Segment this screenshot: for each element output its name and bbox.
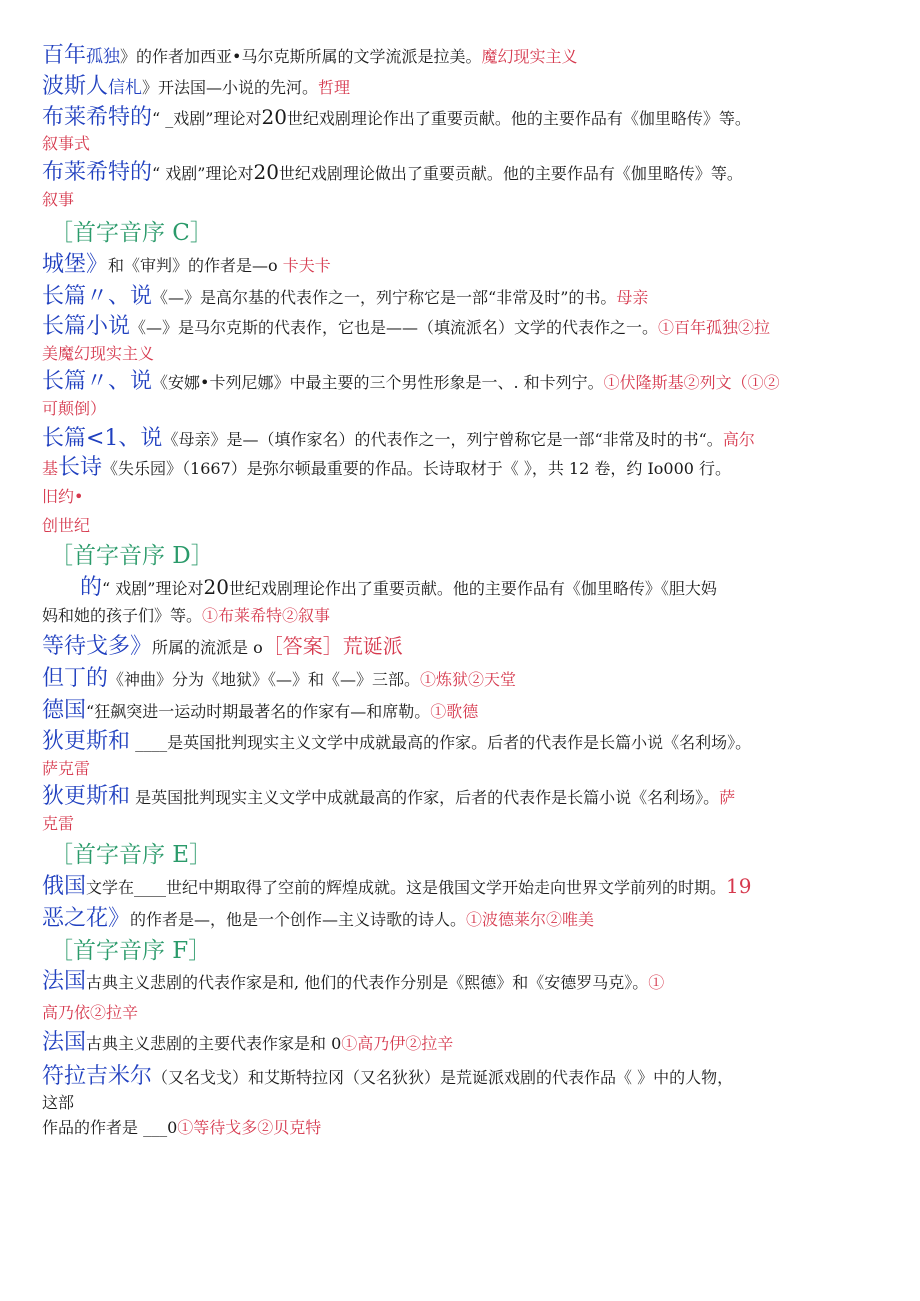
- entry-line: [42, 254, 331, 276]
- answer-text: 萨克雷: [42, 759, 91, 778]
- question-text: 《—》是高尔基的代表作之一，列宁称它是一部“非常及时”的书。: [152, 288, 617, 307]
- answer-text-cont: 高乃依②拉辛: [42, 1003, 139, 1022]
- answer-text: ①布莱希特②叙事: [202, 606, 331, 625]
- entry-line: [42, 45, 577, 67]
- entry-line: [42, 316, 770, 338]
- question-text: 的作者是—，他是一个创作—主义诗歌的诗人。: [130, 910, 467, 929]
- entry-line: [42, 668, 516, 690]
- section-header-d: ［首字音序 D］: [50, 543, 214, 569]
- question-text-cont: 世纪戏剧理论做出了重要贡献。他的主要作品有《伽里略传》等。: [278, 164, 743, 183]
- entry-headword: 长诗: [58, 455, 103, 480]
- answer-line: [42, 192, 74, 208]
- question-text: “ 戏剧”理论对: [102, 579, 204, 598]
- answer-text: ①: [648, 973, 665, 992]
- answer-text: 基: [42, 459, 59, 478]
- entry-headword: 长篇〃、说: [42, 369, 153, 394]
- question-text: “ 戏剧”理论对: [152, 164, 254, 183]
- entry-headword: 狄更斯和: [42, 784, 131, 809]
- answer-text: 叙事: [42, 190, 75, 209]
- entry-line: [42, 428, 755, 450]
- section-header-e: ［首字音序 E］: [50, 842, 213, 868]
- entry-headword: 的: [80, 575, 103, 600]
- section-header-f: ［首字音序 F］: [50, 938, 212, 964]
- question-text: 《母亲》是—（填作家名）的代表作之一，列宁曾称它是一部“非常及时的书“。: [162, 430, 723, 449]
- entry-headword: 符拉吉米尔: [42, 1064, 153, 1089]
- entry-headword-cont: 孤独: [86, 47, 121, 67]
- question-text: 《安娜•卡列尼娜》中最主要的三个男性形象是一、. 和卡列宁。: [152, 373, 604, 392]
- entry-headword: 法国: [42, 969, 87, 994]
- answer-text: ①炼狱②天堂: [420, 670, 517, 689]
- answer-text: ①高乃伊②拉辛: [341, 1034, 454, 1053]
- answer-line: [42, 1005, 138, 1021]
- question-text-cont: 世纪戏剧理论作出了重要贡献。他的主要作品有《伽里略传》等。: [286, 109, 751, 128]
- entry-line: [42, 286, 648, 308]
- answer-text: 卡夫卡: [282, 256, 331, 275]
- question-text: 》开法国—小说的先河。: [142, 78, 319, 97]
- answer-text: 萨: [719, 788, 736, 807]
- entry-line: [42, 371, 780, 393]
- question-text: 文学在____世纪中期取得了空前的辉煌成就。这是俄国文学开始走向世界文学前列的时期。: [86, 878, 727, 897]
- question-text: 》的作者加西亚•马尔克斯所属的文学流派是拉美。: [120, 47, 482, 66]
- question-text: 古典主义悲剧的代表作家是和, 他们的代表作分别是《熙德》和《安德罗马克》。: [86, 973, 649, 992]
- question-text: “ _戏剧”理论对: [152, 109, 262, 128]
- answer-text-cont: 创世纪: [42, 516, 91, 535]
- answer-line: [42, 346, 154, 362]
- entry-line: [42, 107, 751, 129]
- entry-line: [42, 876, 751, 898]
- answer-line: [42, 489, 83, 505]
- question-text: 《—》是马尔克斯的代表作，它也是——（填流派名）文学的代表作之一。: [130, 318, 659, 337]
- entry-headword: 布莱希特的: [42, 105, 153, 130]
- entry-headword: 波斯人: [42, 74, 109, 99]
- entry-line: [42, 731, 751, 753]
- answer-text-cont: 旧约•: [42, 487, 84, 506]
- entry-line: [42, 1095, 74, 1111]
- entry-headword: 长篇<1、说: [42, 426, 163, 451]
- entry-line: [42, 608, 330, 624]
- entry-line: [42, 908, 594, 930]
- entry-line: [42, 786, 735, 808]
- entry-headword: 布莱希特的: [42, 160, 153, 185]
- answer-text-cont: 美魔幻现实主义: [42, 344, 155, 363]
- answer-text: 高尔: [722, 430, 755, 449]
- answer-text: ①伏隆斯基②列文（①②: [603, 373, 780, 392]
- question-text: 所属的流派是 o: [152, 638, 263, 657]
- question-text: 和《审判》的作者是—o: [108, 256, 283, 275]
- entry-line: [42, 971, 664, 993]
- entry-line: [42, 162, 743, 184]
- question-text-cont: 妈和她的孩子们》等。: [42, 606, 203, 625]
- question-text: ____是英国批判现实主义文学中成就最高的作家。后者的代表作是长篇小说《名利场》。: [130, 733, 752, 752]
- answer-text-cont: 可颠倒）: [42, 399, 107, 418]
- question-text: “狂飙突进一运动时期最著名的作家有—和席勒。: [86, 702, 431, 721]
- entry-line: [80, 577, 717, 599]
- entry-headword: 等待戈多》: [42, 634, 153, 659]
- answer-text: 魔幻现实主义: [481, 47, 578, 66]
- question-number: 20: [203, 575, 229, 599]
- entry-headword-cont: 信札: [108, 78, 143, 98]
- question-text: 古典主义悲剧的主要代表作家是和 0: [86, 1034, 342, 1053]
- answer-line: [42, 136, 90, 152]
- answer-text: ①等待戈多②贝克特: [177, 1118, 322, 1137]
- answer-text-cont: 克雷: [42, 814, 75, 833]
- question-text-cont: 世纪戏剧理论作出了重要贡献。他的主要作品有《伽里略传》《胆大妈: [228, 579, 717, 598]
- entry-line: [42, 76, 350, 98]
- entry-headword: 恶之花》: [42, 906, 131, 931]
- entry-headword: 法国: [42, 1030, 87, 1055]
- entry-headword: 狄更斯和: [42, 729, 131, 754]
- entry-line: [42, 700, 478, 722]
- question-number: 20: [261, 105, 287, 129]
- answer-text: ［答案］荒诞派: [262, 634, 403, 658]
- entry-line: [42, 1120, 321, 1136]
- question-text-cont: 作品的作者是 ___0: [42, 1118, 178, 1137]
- entry-headword: 长篇〃、说: [42, 284, 153, 309]
- question-text-cont: 这部: [42, 1093, 75, 1112]
- question-text: 《神曲》分为《地狱》《—》和《—》三部。: [108, 670, 421, 689]
- answer-text: ①歌德: [430, 702, 479, 721]
- answer-text: 19: [726, 874, 752, 898]
- question-text: 是英国批判现实主义文学中成就最高的作家，后者的代表作是长篇小说《名利场》。: [130, 788, 720, 807]
- entry-line: [42, 457, 731, 479]
- entry-line: [42, 1032, 453, 1054]
- entry-headword: 长篇小说: [42, 314, 131, 339]
- answer-line: [42, 401, 106, 417]
- answer-line: [42, 816, 74, 832]
- answer-text: 母亲: [616, 288, 649, 307]
- answer-text: 叙事式: [42, 134, 91, 153]
- section-header-c: ［首字音序 C］: [50, 220, 213, 246]
- answer-text: ①波德莱尔②唯美: [466, 910, 595, 929]
- answer-text: ①百年孤独②拉: [658, 318, 771, 337]
- entry-headword: 百年: [42, 43, 87, 68]
- entry-headword: 俄国: [42, 874, 87, 899]
- question-text: （又名戈戈）和艾斯特拉冈（又名狄狄）是荒诞派戏剧的代表作品《 》中的人物，: [152, 1068, 734, 1087]
- entry-line: [42, 1066, 733, 1088]
- question-text: 《失乐园》（1667）是弥尔顿最重要的作品。长诗取材于《 》，共 12 卷，约 Io000 行。: [102, 459, 732, 478]
- entry-headword: 城堡》: [42, 252, 109, 277]
- entry-headword: 德国: [42, 698, 87, 723]
- answer-line: [42, 761, 90, 777]
- entry-headword: 但丁的: [42, 666, 109, 691]
- answer-line: [42, 518, 90, 534]
- question-number: 20: [253, 160, 279, 184]
- answer-text: 哲理: [318, 78, 351, 97]
- entry-line: [42, 636, 403, 658]
